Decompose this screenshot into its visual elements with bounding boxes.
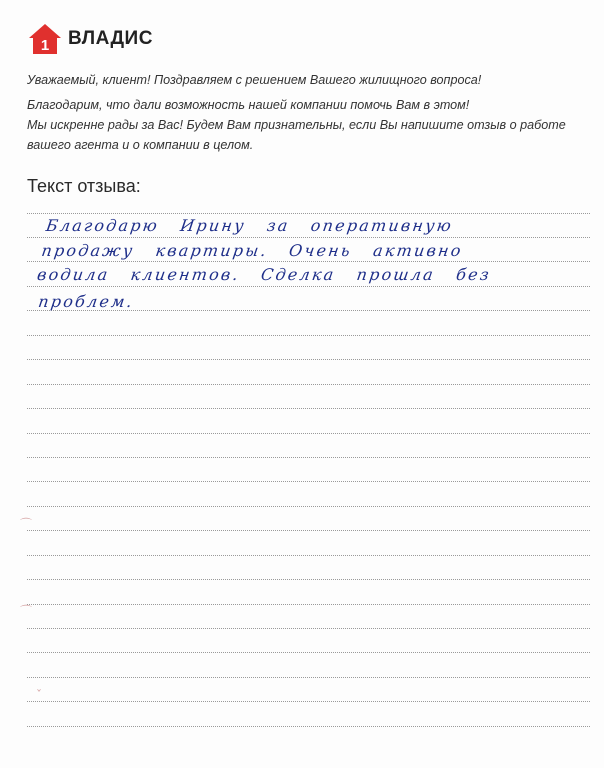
rule-line — [27, 677, 590, 678]
rule-line — [27, 359, 590, 360]
brand-name: ВЛАДИС — [68, 28, 153, 49]
rule-line — [27, 701, 590, 702]
rule-line — [27, 481, 590, 482]
review-line: водила клиентов. Сделка прошла без — [35, 265, 493, 284]
rule-line — [27, 457, 590, 458]
rule-line — [27, 335, 590, 336]
stray-mark: ⌒ — [20, 604, 33, 618]
review-heading: Текст отзыва: — [27, 176, 141, 196]
logo-digit: 1 — [40, 37, 50, 54]
rule-line — [27, 433, 590, 434]
review-line: проблем. — [37, 292, 136, 311]
rule-line — [27, 652, 590, 653]
rule-line — [27, 579, 590, 580]
rule-line — [27, 726, 590, 727]
stray-mark: ⌒ — [20, 517, 33, 531]
ruled-lines — [27, 0, 590, 768]
rule-line — [27, 286, 590, 287]
rule-line — [27, 213, 590, 214]
request-line: Мы искренне рады за Вас! Будем Вам признательны, если Вы напишите отзыв о работе — [27, 118, 566, 132]
rule-line — [27, 408, 590, 409]
stray-mark: ˇ — [36, 688, 42, 702]
rule-line — [27, 604, 590, 605]
rule-line — [27, 237, 590, 238]
rule-line — [27, 530, 590, 531]
review-line: продажу квартиры. Очень активно — [40, 241, 465, 260]
review-line: Благодарю Ирину за оперативную — [44, 216, 455, 235]
rule-line — [27, 506, 590, 507]
greeting-line: Уважаемый, клиент! Поздравляем с решением Вашего жилищного вопроса! — [27, 73, 482, 87]
rule-line — [27, 628, 590, 629]
rule-line — [27, 555, 590, 556]
request-line-continued: вашего агента и о компании в целом. — [27, 138, 254, 152]
rule-line — [27, 384, 590, 385]
rule-line — [27, 261, 590, 262]
thanks-line: Благодарим, что дали возможность нашей компании помочь Вам в этом! — [27, 98, 470, 112]
